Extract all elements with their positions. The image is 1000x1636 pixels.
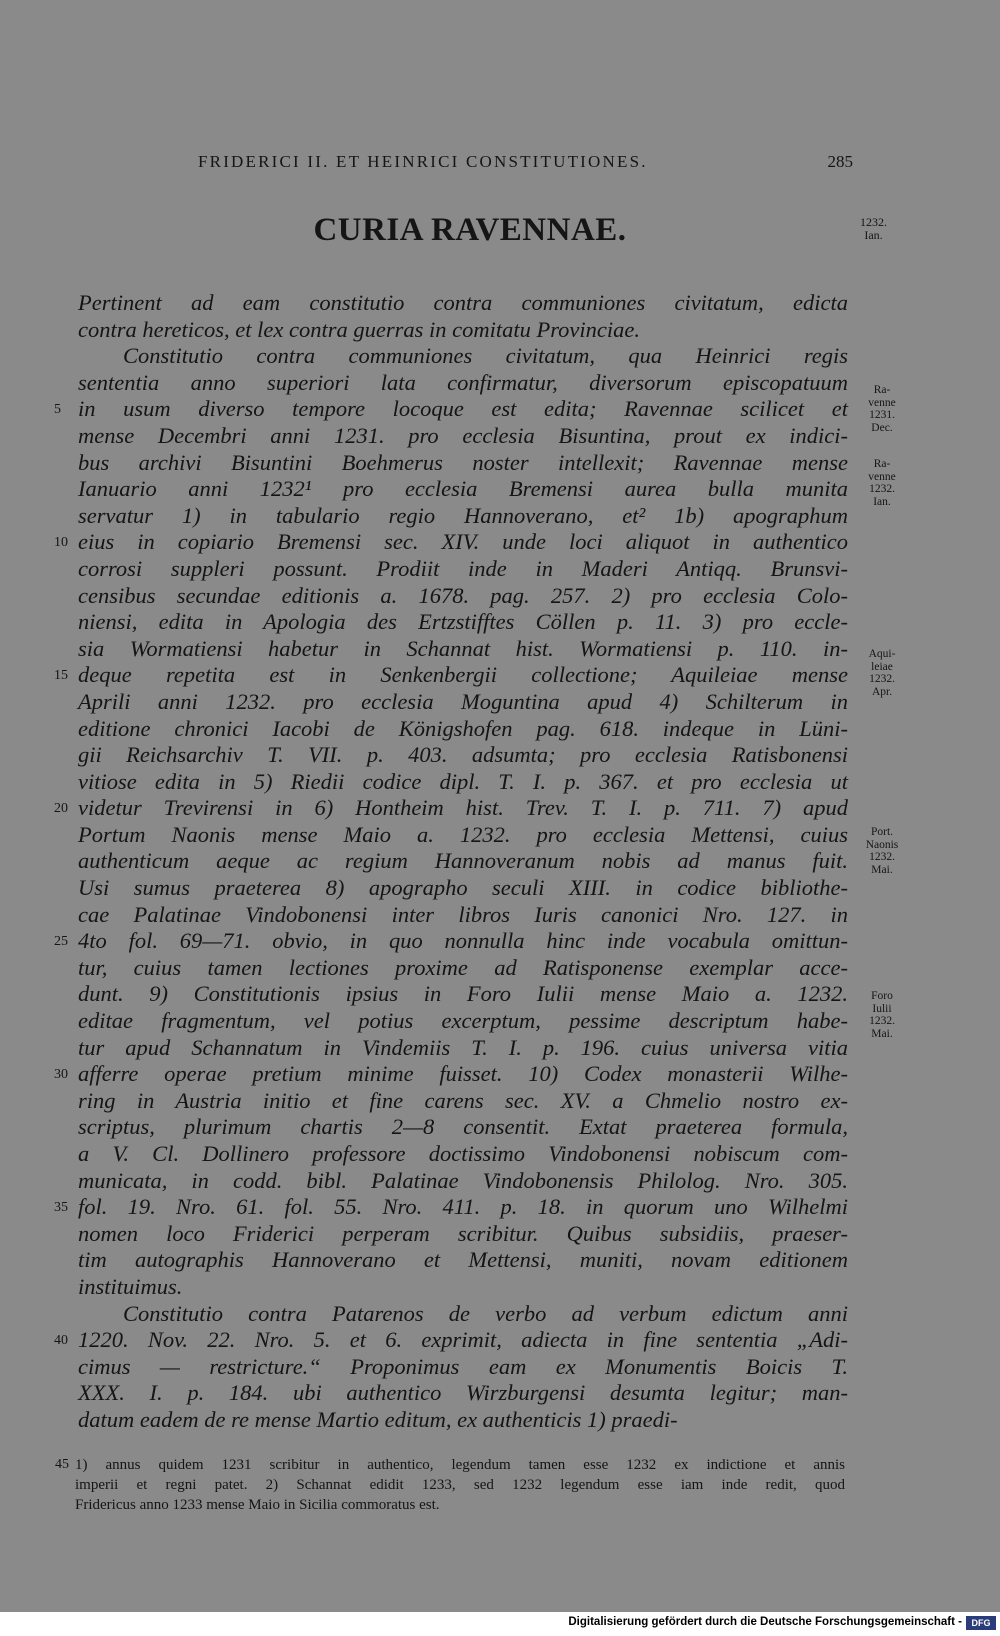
dfg-logo-icon: DFG (966, 1616, 996, 1630)
margin-note: Aqui- leiae 1232. Apr. (868, 648, 896, 698)
body-line: cimus — restricture.“ Proponimus eam ex Monumentis Boicis T. (78, 1353, 848, 1379)
footer-bar (0, 1612, 1000, 1636)
margin-note: Ra- venne 1232. Ian. (868, 458, 896, 508)
body-line: censibus secundae editionis a. 1678. pag. 257. 2) pro ecclesia Colo- (78, 582, 848, 608)
body-line: sententia anno superiori lata confirmatur, diversorum episcopatuum (78, 369, 848, 395)
body-line: tim autographis Hannoverano et Mettensi, muniti, novam editionem (78, 1247, 848, 1273)
footnotes (55, 1455, 845, 1515)
body-line: a V. Cl. Dollinero professore doctissimo Vindobonensi nobiscum com- (78, 1141, 848, 1166)
margin-note: Foro Iulii 1232. Mai. (869, 990, 895, 1040)
body-line: datum eadem de re mense Martio editum, ex authenticis 1) praedi- (78, 1406, 678, 1432)
body-line: dunt. 9) Constitutionis ipsius in Foro Iulii mense Maio a. 1232. (78, 981, 848, 1007)
body-line: eius in copiario Bremensi sec. XIV. unde loci aliquot in authentico (78, 529, 848, 555)
body-line: afferre operae pretium minime fuisset. 10) Codex monasterii Wilhe- (78, 1061, 848, 1087)
footnote-line: imperii et regni patet. 2) Schannat edidit 1233, sed 1232 legendum esse iam inde redit, quod (75, 1477, 845, 1493)
body-line: Constitutio contra Patarenos de verbo ad verbum edictum anni (123, 1300, 848, 1326)
footer-credit: Digitalisierung gefördert durch die Deutsche Forschungsgemeinschaft - (568, 1616, 962, 1628)
body-line: tur, cuius tamen lectiones proxime ad Ratisponense exemplar acce- (78, 954, 848, 980)
body-line: 1220. Nov. 22. Nro. 5. et 6. exprimit, adiecta in fine sententia „Adi- (78, 1327, 848, 1353)
body-line: scriptus, plurimum chartis 2—8 consentit. Extat praeterea formula, (78, 1114, 848, 1140)
body-line: editae fragmentum, vel potius excerptum, pessime descriptum habe- (78, 1008, 848, 1034)
body-line: Aprili anni 1232. pro ecclesia Moguntina apud 4) Schilterum in (78, 688, 848, 714)
page-number: 285 (827, 152, 853, 171)
body-line: Portum Naonis mense Maio a. 1232. pro ecclesia Mettensi, cuius (78, 821, 848, 847)
body-line: instituimus. (78, 1273, 183, 1299)
line-number: 30 (54, 1067, 68, 1083)
line-number: 15 (54, 668, 68, 684)
body-line: nomen loco Friderici perperam scribitur. Quibus subsidiis, praeser- (78, 1220, 848, 1246)
body-line: Constitutio contra communiones civitatum, qua Heinrici regis (123, 343, 848, 369)
margin-note: Ra- venne 1231. Dec. (868, 384, 896, 434)
body-line: bus archivi Bisuntini Boehmerus noster intellexit; Ravennae mense (78, 449, 848, 475)
body-line: tur apud Schannatum in Vindemiis T. I. p. 196. cuius universa vitia (78, 1034, 848, 1060)
section-title: CURIA RAVENNAE. (313, 212, 627, 248)
footnote-line: Fridericus anno 1233 mense Maio in Sicilia commoratus est. (75, 1497, 440, 1513)
body-line: servatur 1) in tabulario regio Hannoverano, et² 1b) apographum (78, 502, 848, 528)
line-number: 5 (54, 402, 61, 418)
body-line: municata, in codd. bibl. Palatinae Vindobonensis Philolog. Nro. 305. (78, 1167, 848, 1193)
body-line: authenticum aeque ac regium Hannoveranum nobis ad manus fuit. (78, 848, 848, 874)
body-line: ring in Austria initio et fine carens sec. XV. a Chmelio nostro ex- (78, 1087, 848, 1113)
body-line: Usi sumus praeterea 8) apographo seculi XIII. in codice bibliothe- (78, 875, 848, 901)
body-line: videtur Trevirensi in 6) Hontheim hist. Trev. T. I. p. 711. 7) apud (78, 795, 848, 821)
line-number: 35 (54, 1200, 68, 1216)
body-line: contra hereticos, et lex contra guerras in comitatu Provinciae. (78, 316, 640, 342)
line-number: 40 (54, 1333, 68, 1349)
body-line: 4to fol. 69—71. obvio, in quo nonnulla hinc inde vocabula omittun- (78, 928, 848, 954)
body-line: mense Decembri anni 1231. pro ecclesia Bisuntina, prout ex indici- (78, 422, 848, 448)
line-number: 20 (54, 801, 68, 817)
body-line: vitiose edita in 5) Riedii codice dipl. T. I. p. 367. et pro ecclesia ut (78, 768, 848, 794)
body-line: niensi, edita in Apologia des Ertzstifftes Cöllen p. 11. 3) pro eccle- (78, 609, 848, 635)
body-line: Ianuario anni 1232¹ pro ecclesia Bremensi aurea bulla munita (78, 476, 848, 502)
body-line: editione chronici Iacobi de Königshofen pag. 618. indeque in Lüni- (78, 715, 848, 741)
running-title: FRIDERICI II. ET HEINRICI CONSTITUTIONES. (198, 152, 648, 171)
body-line: Pertinent ad eam constitutio contra communiones civitatum, edicta (78, 290, 848, 315)
line-number: 10 (54, 535, 68, 551)
body-line: gii Reichsarchiv T. VII. p. 403. adsumta; pro ecclesia Ratisbonensi (78, 742, 848, 768)
line-number: 25 (54, 934, 68, 950)
body-line: sia Wormatiensi habetur in Schannat hist. Wormatiensi p. 110. in- (78, 635, 848, 661)
body-text (78, 290, 848, 1434)
body-line: cae Palatinae Vindobonensi inter libros Iuris canonici Nro. 127. in (78, 901, 848, 927)
body-line: deque repetita est in Senkenbergii collectione; Aquileiae mense (78, 662, 848, 688)
body-line: in usum diverso tempore locoque est edita; Ravennae scilicet et (78, 396, 848, 422)
margin-note: Port. Naonis 1232. Mai. (865, 826, 899, 876)
body-line: XXX. I. p. 184. ubi authentico Wirzburgensi desumta legitur; man- (78, 1380, 848, 1406)
body-line: fol. 19. Nro. 61. fol. 55. Nro. 411. p. 18. in quorum uno Wilhelmi (78, 1194, 848, 1220)
body-line: corrosi suppleri possunt. Prodiit inde in Maderi Antiqq. Brunsvi- (78, 555, 848, 581)
footnote-line: 1) annus quidem 1231 scribitur in authentico, legendum tamen esse 1232 ex indictione et annis (75, 1457, 845, 1473)
title-date-note: 1232. Ian. (860, 215, 887, 242)
footnote-line-number: 45 (55, 1457, 69, 1472)
